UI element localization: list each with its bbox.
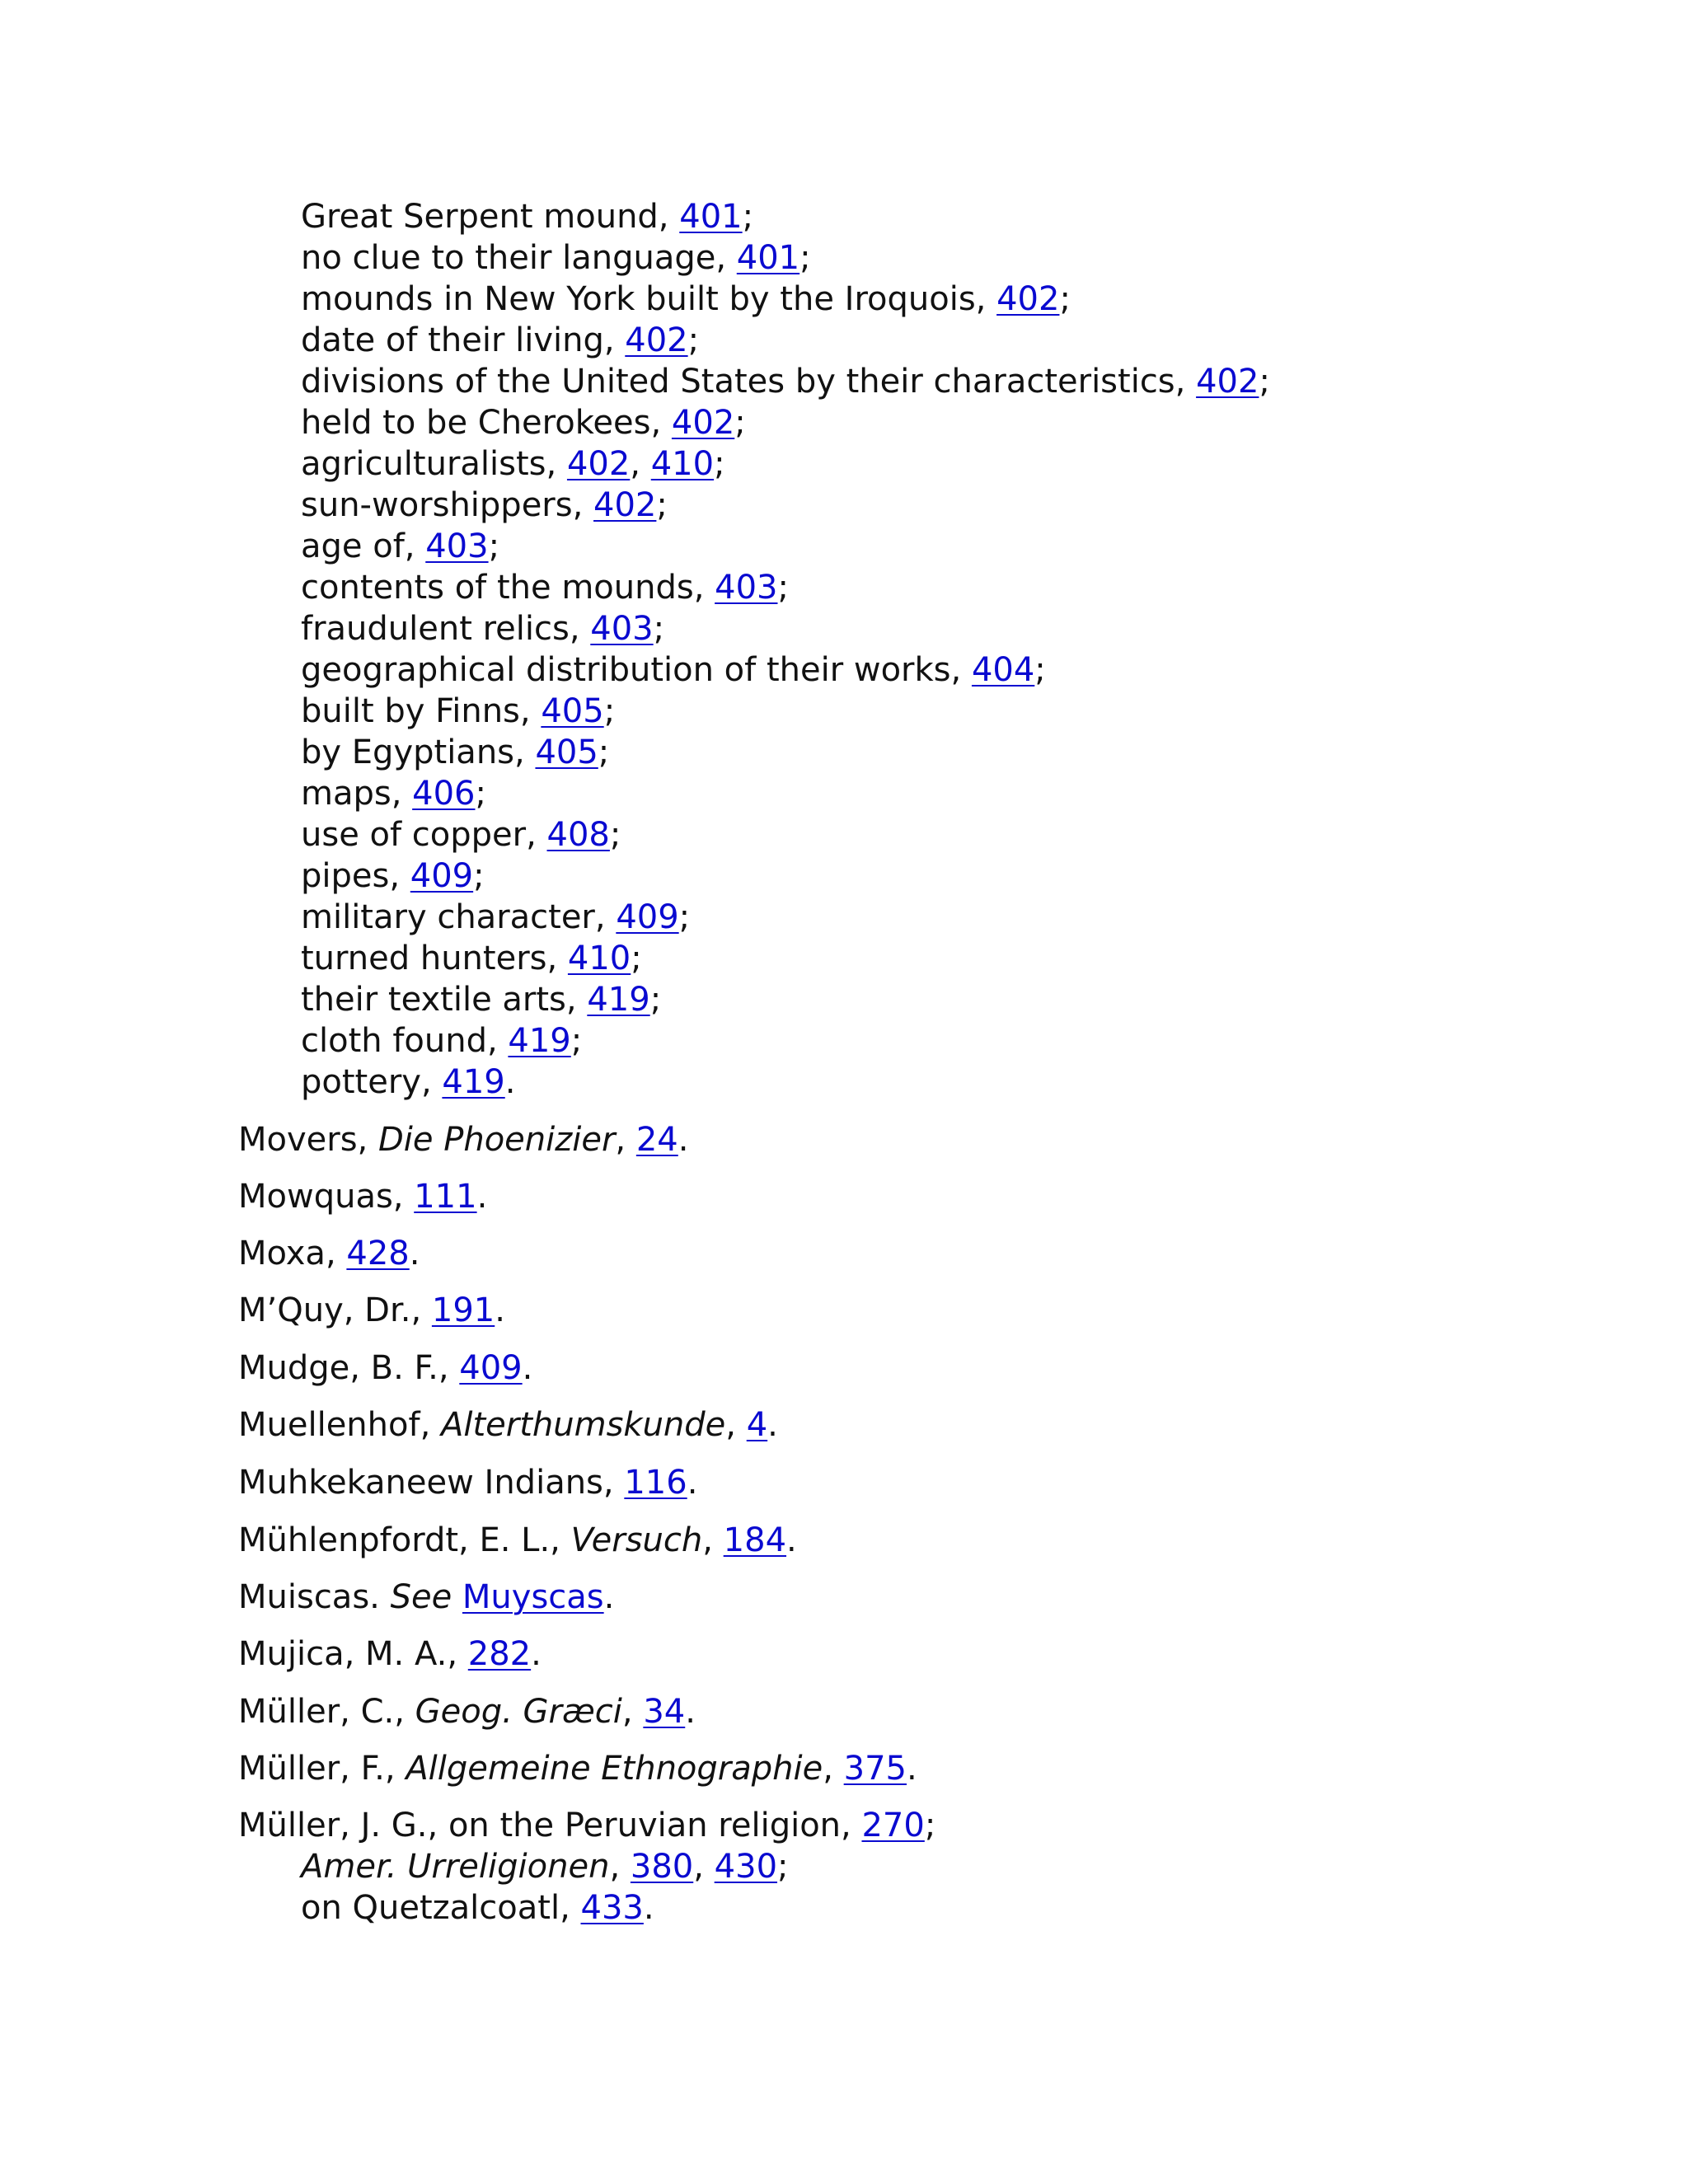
index-subentry: pottery, 419. [301,1063,516,1101]
page-link[interactable]: 270 [861,1807,925,1844]
page-link[interactable]: 430 [714,1848,778,1886]
index-entry-muellenhof: Muellenhof, Alterthumskunde, 4. [238,1406,778,1444]
index-subentry: sun-worshippers, 402; [301,486,668,524]
index-subentry: mounds in New York built by the Iroquois, 402; [301,280,1071,318]
work-title: Allgemeine Ethnographie [406,1750,823,1788]
work-title: Amer. Urreligionen [301,1848,610,1886]
index-subentry: on Quetzalcoatl, 433. [301,1889,654,1927]
page-link[interactable]: 403 [590,610,654,648]
page-link[interactable]: 419 [442,1063,505,1101]
page-link[interactable]: 404 [971,651,1035,689]
page-link[interactable]: 24 [635,1121,678,1159]
page-link[interactable]: 402 [1196,363,1259,401]
index-entry-muller-c: Müller, C., Geog. Græci, 34. [238,1693,696,1731]
page-link[interactable]: 408 [546,816,610,854]
index-subentry: their textile arts, 419; [301,981,662,1019]
index-entry-muiscas: Muiscas. See Muyscas. [238,1578,615,1616]
index-subentry: use of copper, 408; [301,816,621,854]
page-link[interactable]: 184 [723,1521,787,1559]
index-entry-mquy: M’Quy, Dr., 191. [238,1291,505,1329]
page-link[interactable]: 401 [679,198,743,236]
index-entry-mujica: Mujica, M. A., 282. [238,1635,542,1673]
index-page [238,196,1639,1929]
index-subentry: pipes, 409; [301,857,485,895]
page-link[interactable]: 402 [566,445,631,483]
work-title: Geog. Græci [415,1693,622,1731]
page-link[interactable]: 4 [746,1406,768,1444]
work-title: Alterthumskunde [441,1406,726,1444]
work-title: Die Phoenizier [377,1121,616,1159]
page-link[interactable]: 403 [425,527,489,565]
index-subentry: by Egyptians, 405; [301,733,610,771]
page-link[interactable]: 402 [996,280,1060,318]
index-subentry: agriculturalists, 402, 410; [301,445,725,483]
index-subentry: Amer. Urreligionen, 380, 430; [301,1848,789,1886]
separator: , [630,445,651,483]
page-link[interactable]: 405 [535,733,598,771]
index-entry-movers: Movers, Die Phoenizier, 24. [238,1121,689,1159]
page-link[interactable]: 428 [346,1235,410,1272]
index-entry-muller-jg [238,1805,1639,1929]
index-subentry: date of their living, 402; [301,321,700,359]
index-entry-mowquas: Mowquas, 111. [238,1178,488,1216]
work-title: Versuch [570,1521,703,1559]
page-link[interactable]: 375 [843,1750,907,1788]
page-link[interactable]: 409 [459,1349,523,1387]
page-link[interactable]: 116 [624,1464,687,1502]
page-link[interactable]: 111 [414,1178,477,1216]
page-link[interactable]: 191 [431,1291,495,1329]
page-link[interactable]: 282 [467,1635,532,1673]
cross-reference-link[interactable]: Muyscas [462,1578,604,1616]
index-subentry: held to be Cherokees, 402; [301,404,746,442]
index-subentries-block [238,196,1639,1103]
page-link[interactable]: 406 [412,775,476,813]
page-link[interactable]: 419 [508,1022,571,1060]
page-link[interactable]: 34 [643,1693,686,1731]
index-subentry: cloth found, 419; [301,1022,583,1060]
index-subentry: Great Serpent mound, 401; [301,198,754,236]
page-link[interactable]: 419 [587,981,650,1019]
index-entry-mudge: Mudge, B. F., 409. [238,1349,533,1387]
index-entry-moxa: Moxa, 428. [238,1235,420,1272]
index-entry-main-line: Müller, J. G., on the Peruvian religion, 270; [238,1807,936,1844]
index-subentry: military character, 409; [301,898,691,936]
page-link[interactable]: 409 [410,857,474,895]
page-link[interactable]: 402 [625,321,688,359]
page-link[interactable]: 402 [593,486,657,524]
page-link[interactable]: 403 [715,569,778,607]
page-link[interactable]: 409 [616,898,679,936]
page-link[interactable]: 410 [650,445,715,483]
index-entry-muller-f: Müller, F., Allgemeine Ethnographie, 375. [238,1750,917,1788]
see-reference: See [390,1578,452,1616]
page-link[interactable]: 380 [630,1848,694,1886]
index-subentry: maps, 406; [301,775,486,813]
index-subentry: age of, 403; [301,527,500,565]
page-link[interactable]: 402 [671,404,735,442]
page-link[interactable]: 410 [567,940,631,977]
index-subentry: divisions of the United States by their characteristics, 402; [301,363,1270,401]
page-link[interactable]: 401 [736,239,800,277]
index-entry-muhkekaneew: Muhkekaneew Indians, 116. [238,1464,698,1502]
page-link[interactable]: 433 [580,1889,644,1927]
index-subentry: contents of the mounds, 403; [301,569,789,607]
index-subentry: built by Finns, 405; [301,692,616,730]
index-subentry: geographical distribution of their works, 404; [301,651,1046,689]
index-subentry: no clue to their language, 401; [301,239,811,277]
index-subentry: fraudulent relics, 403; [301,610,665,648]
index-entry-muhlenpfordt: Mühlenpfordt, E. L., Versuch, 184. [238,1521,797,1559]
page-link[interactable]: 405 [541,692,604,730]
index-subentry: turned hunters, 410; [301,940,642,977]
